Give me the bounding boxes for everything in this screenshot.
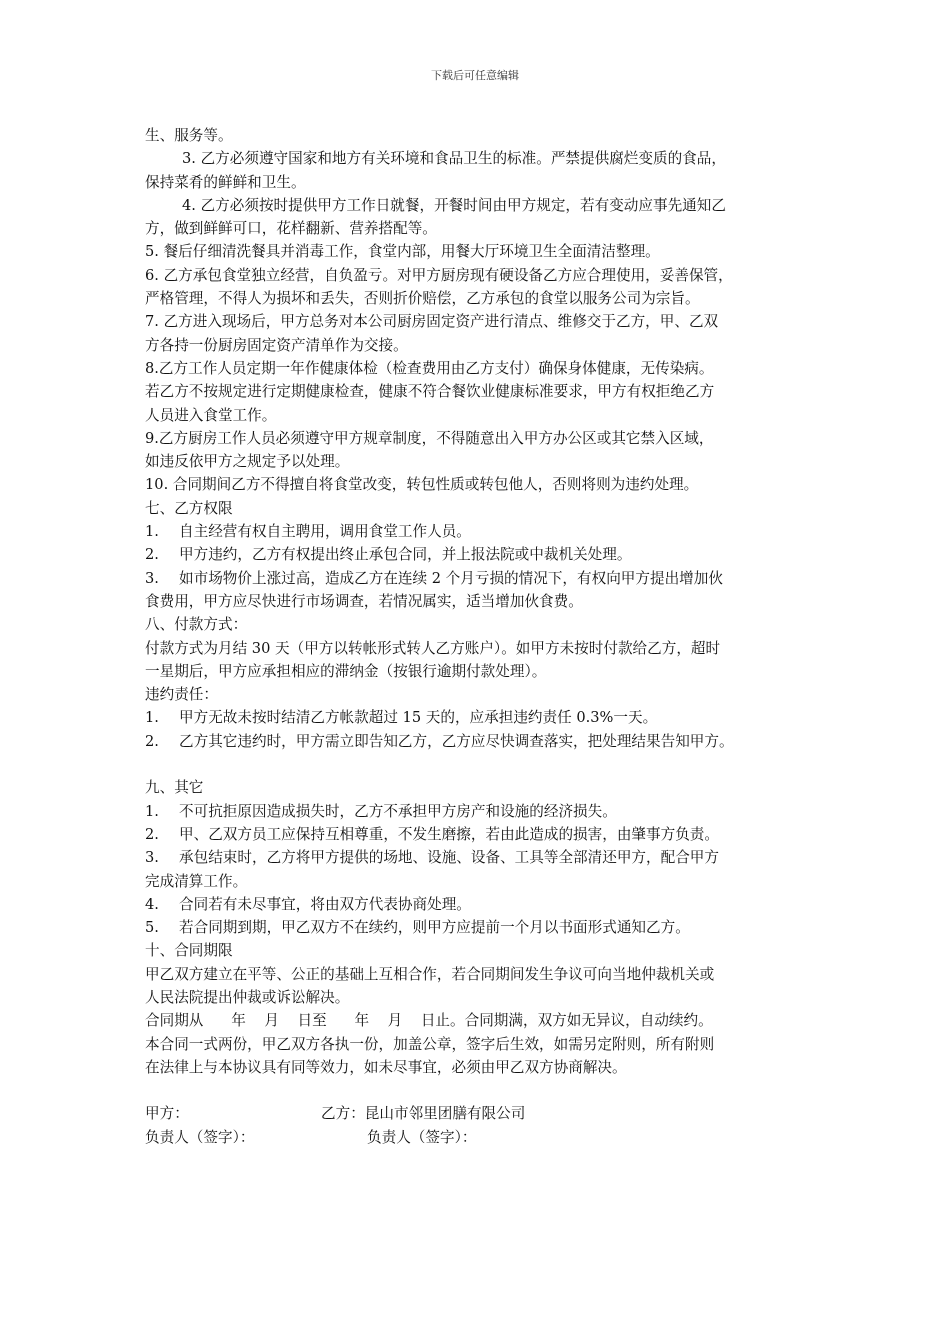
list-number: 2. [145, 732, 159, 750]
list-item [145, 706, 810, 729]
text-line: 完成清算工作。 [145, 872, 248, 890]
list-number: 2. [145, 546, 159, 564]
list-number: 3. [145, 849, 159, 867]
section-heading: 八、付款方式： [145, 616, 248, 634]
list-text: 若合同期到期，甲乙双方不在续约，则甲方应提前一个月以书面形式通知乙方。 [179, 919, 690, 937]
text-line: 方各持一份厨房固定资产清单作为交接。 [145, 336, 408, 354]
text-line: 人员进入食堂工作。 [145, 406, 277, 424]
blank-line [145, 1079, 810, 1102]
text-line: 在法律上与本协议具有同等效力，如未尽事宜，必须由甲乙双方协商解决。 [145, 1058, 627, 1076]
list-text: 甲方无故未按时结清乙方帐款超过 15 天的，应承担违约责任 0.3%一天。 [179, 709, 658, 727]
signature-parties-row [145, 1102, 810, 1125]
list-text: 乙方其它违约时，甲方需立即告知乙方，乙方应尽快调查落实，把处理结果告知甲方。 [179, 732, 734, 750]
text-line: 食费用，甲方应尽快进行市场调查，若情况属实，适当增加伙食费。 [145, 592, 583, 610]
list-item [145, 916, 810, 939]
clause-7: 7. 乙方进入现场后，甲方总务对本公司厨房固定资产进行清点、维修交于乙方，甲、乙双 [145, 313, 719, 331]
page-header: 下载后可任意编辑 [431, 69, 519, 82]
list-item [145, 800, 810, 823]
list-item [145, 543, 810, 566]
clause-5: 5. 餐后仔细清洗餐具并消毒工作，食堂内部，用餐大厅环境卫生全面清洁整理。 [145, 243, 660, 261]
list-text: 不可抗拒原因造成损失时，乙方不承担甲方房产和设施的经济损失。 [179, 802, 617, 820]
party-a-label: 甲方： [145, 1105, 189, 1123]
list-number: 1. [145, 523, 159, 541]
text-line: 如违反依甲方之规定予以处理。 [145, 453, 350, 471]
text-line: 严格管理，不得人为损坏和丢失，否则折价赔偿，乙方承包的食堂以服务公司为宗旨。 [145, 290, 700, 308]
text-line: 方，做到鲜鲜可口，花样翻新、营养搭配等。 [145, 220, 437, 238]
text-line: 付款方式为月结 30 天（甲方以转帐形式转人乙方账户）。如甲方未按时付款给乙方，超时 [145, 639, 721, 657]
section-heading: 违约责任： [145, 686, 218, 704]
list-number: 5. [145, 919, 159, 937]
text-line: 本合同一式两份，甲乙双方各执一份，加盖公章，签字后生效，如需另定附则，所有附则 [145, 1035, 715, 1053]
list-item [145, 567, 810, 590]
party-b-signer-label: 负责人（签字）： [367, 1128, 477, 1146]
clause-3: 3. 乙方必须遵守国家和地方有关环境和食品卫生的标准。严禁提供腐烂变质的食品， [182, 150, 726, 168]
party-b-label: 乙方：昆山市邻里团膳有限公司 [321, 1105, 526, 1123]
list-number: 2. [145, 825, 159, 843]
contract-period-line: 合同期从 年 月 日至 年 月 日止。合同期满，双方如无异议，自动续约。 [145, 1012, 713, 1030]
clause-9: 9.乙方厨房工作人员必须遵守甲方规章制度，不得随意出入甲方办公区或其它禁入区域， [145, 429, 714, 447]
text-line: 甲乙双方建立在平等、公正的基础上互相合作，若合同期间发生争议可向当地仲裁机关或 [145, 965, 715, 983]
list-item [145, 520, 810, 543]
section-heading: 十、合同期限 [145, 942, 233, 960]
party-a-signer-label: 负责人（签字）： [145, 1128, 255, 1146]
list-number: 3. [145, 569, 159, 587]
text-line: 保持菜肴的鲜鲜和卫生。 [145, 173, 306, 191]
list-number: 1. [145, 709, 159, 727]
clause-4: 4. 乙方必须按时提供甲方工作日就餐，开餐时间由甲方规定，若有变动应事先通知乙 [182, 196, 726, 214]
blank-line [145, 753, 810, 776]
text-line: 生、服务等。 [145, 127, 233, 144]
list-text: 合同若有未尽事宜，将由双方代表协商处理。 [179, 895, 471, 913]
clause-6: 6. 乙方承包食堂独立经营，自负盈亏。对甲方厨房现有硬设备乙方应合理使用，妥善保管， [145, 266, 733, 284]
list-text: 承包结束时，乙方将甲方提供的场地、设施、设备、工具等全部清还甲方，配合甲方 [179, 849, 719, 867]
text-line: 一星期后，甲方应承担相应的滞纳金（按银行逾期付款处理）。 [145, 662, 547, 680]
list-item [145, 730, 810, 753]
section-heading: 七、乙方权限 [145, 499, 233, 517]
clause-8: 8.乙方工作人员定期一年作健康体检（检查费用由乙方支付）确保身体健康，无传染病。 [145, 359, 714, 377]
list-number: 4. [145, 895, 159, 913]
clause-10: 10. 合同期间乙方不得擅自将食堂改变，转包性质或转包他人，否则将则为违约处理。 [145, 476, 699, 494]
list-text: 如市场物价上涨过高，造成乙方在连续 2 个月亏损的情况下，有权向甲方提出增加伙 [179, 569, 723, 587]
signature-sign-row [145, 1126, 810, 1149]
text-line: 若乙方不按规定进行定期健康检查，健康不符合餐饮业健康标准要求，甲方有权拒绝乙方 [145, 383, 715, 401]
text-line: 人民法院提出仲裁或诉讼解决。 [145, 988, 350, 1006]
list-item [145, 823, 810, 846]
section-heading: 九、其它 [145, 779, 204, 797]
list-item [145, 893, 810, 916]
list-number: 1. [145, 802, 159, 820]
list-text: 甲、乙双方员工应保持互相尊重，不发生磨擦，若由此造成的损害，由肇事方负责。 [179, 825, 719, 843]
list-text: 甲方违约，乙方有权提出终止承包合同，并上报法院或中裁机关处理。 [179, 546, 632, 564]
contract-body [145, 124, 810, 1149]
list-item [145, 846, 810, 869]
list-text: 自主经营有权自主聘用，调用食堂工作人员。 [179, 523, 471, 541]
